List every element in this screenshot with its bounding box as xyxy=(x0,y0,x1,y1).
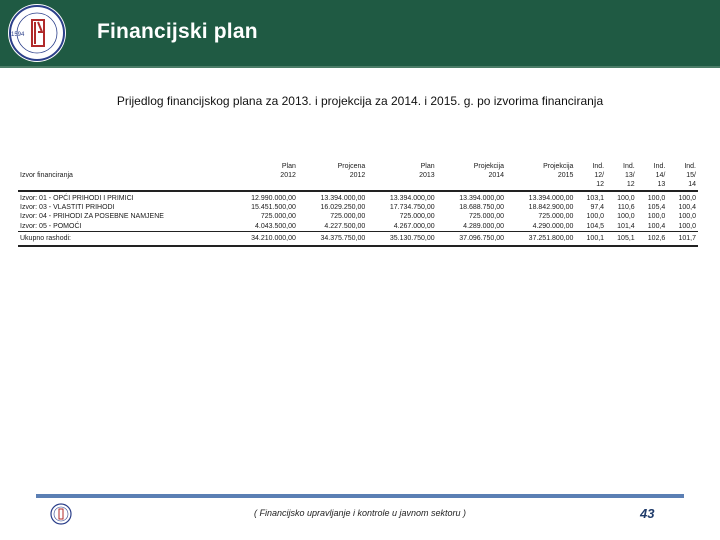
table-cell: 37.251.800,00 xyxy=(528,234,574,242)
table-caption: Prijedlog financijskog plana za 2013. i projekcija za 2014. i 2015. g. po izvorima financiranja xyxy=(116,94,604,108)
table-cell: 13.394.000,00 xyxy=(389,195,435,202)
table-cell: 100,0 xyxy=(678,213,696,221)
column-header: Ind. 14/ 13 xyxy=(653,163,666,188)
table-cell: 725.000,00 xyxy=(399,213,435,221)
table-cell: 100,0 xyxy=(617,213,635,221)
table-cell: 17.734.750,00 xyxy=(389,204,435,212)
page-title: Financijski plan xyxy=(97,20,258,43)
table-cell: 100,0 xyxy=(647,195,666,202)
table-cell: 13.394.000,00 xyxy=(320,195,366,202)
table-row xyxy=(18,222,698,232)
footer-text: ( Financijsko upravljanje i kontrole u javnom sektoru ) xyxy=(253,508,467,518)
table-cell: 100,1 xyxy=(586,234,605,242)
table-cell: Izvor: 01 - OPĆI PRIHODI I PRIMICI xyxy=(20,195,134,202)
table-total-row xyxy=(18,231,698,246)
table-cell: 105,1 xyxy=(617,234,635,242)
table-cell: 725.000,00 xyxy=(469,213,505,221)
table-cell: 100,0 xyxy=(586,213,605,221)
page-number: 43 xyxy=(640,506,655,521)
footer-divider xyxy=(36,494,684,498)
table-row xyxy=(18,212,698,221)
table-cell: 18.688.750,00 xyxy=(459,204,505,212)
table-row xyxy=(18,203,698,212)
table-cell: 16.029.250,00 xyxy=(320,204,366,212)
column-header: Izvor financiranja xyxy=(20,172,73,179)
table-cell: 103,1 xyxy=(586,195,605,202)
table-cell: 100,0 xyxy=(678,222,696,230)
table-cell: 18.842.900,00 xyxy=(528,204,574,212)
table-cell: 110,6 xyxy=(617,204,635,212)
table-cell: 102,6 xyxy=(647,234,666,242)
column-header: Projcena 2012 xyxy=(337,163,366,179)
svg-text:1594: 1594 xyxy=(11,32,25,38)
table-cell: 105,4 xyxy=(647,204,666,212)
table-cell: 13.394.000,00 xyxy=(528,195,574,202)
column-header: Projekcija 2015 xyxy=(543,163,574,179)
table-cell: 34.375.750,00 xyxy=(320,234,366,242)
table-header-row xyxy=(18,161,698,191)
financial-plan-table xyxy=(18,161,698,247)
table-cell: 12.990.000,00 xyxy=(251,195,296,202)
table-cell: 35.130.750,00 xyxy=(389,234,435,242)
table-row xyxy=(18,191,698,203)
column-header: Ind. 13/ 12 xyxy=(623,163,635,188)
table-cell: 100,4 xyxy=(647,222,666,230)
table-cell: 15.451.500,00 xyxy=(251,204,296,212)
table-cell: 34.210.000,00 xyxy=(251,234,296,242)
table-cell: 725.000,00 xyxy=(330,213,366,221)
university-logo-icon xyxy=(2,2,72,64)
column-header: Plan 2012 xyxy=(280,163,296,179)
column-header: Projekcija 2014 xyxy=(473,163,505,179)
table-cell: 100,0 xyxy=(647,213,666,221)
table-cell: 4.043.500,00 xyxy=(255,222,296,230)
table-cell: 100,4 xyxy=(678,204,696,212)
table-cell: 104,5 xyxy=(586,222,605,230)
column-header: Ind. 15/ 14 xyxy=(684,163,696,188)
table-cell: Ukupno rashodi: xyxy=(20,234,71,242)
table-cell: 4.290.000,00 xyxy=(532,222,574,230)
table-cell: 725.000,00 xyxy=(538,213,574,221)
table-cell: Izvor: 04 - PRIHODI ZA POSEBNE NAMJENE xyxy=(20,213,164,221)
table-cell: 100,0 xyxy=(678,195,696,202)
table-cell: Izvor: 05 - POMOĆI xyxy=(20,222,82,230)
column-header: Ind. 12/ 12 xyxy=(592,163,605,188)
table-cell: 101,4 xyxy=(617,222,635,230)
table-cell: 100,0 xyxy=(617,195,635,202)
table-cell: 4.267.000,00 xyxy=(393,222,435,230)
table-cell: 13.394.000,00 xyxy=(459,195,505,202)
column-header: Plan 2013 xyxy=(419,163,435,179)
table-cell: 4.289.000,00 xyxy=(463,222,505,230)
table-cell: 101,7 xyxy=(678,234,696,242)
table-cell: 725.000,00 xyxy=(260,213,296,221)
table-cell: 37.096.750,00 xyxy=(459,234,505,242)
table-cell: Izvor: 03 - VLASTITI PRIHODI xyxy=(20,204,115,212)
table-cell: 97,4 xyxy=(590,204,605,212)
table-cell: 4.227.500,00 xyxy=(324,222,366,230)
slide-header xyxy=(0,0,720,68)
